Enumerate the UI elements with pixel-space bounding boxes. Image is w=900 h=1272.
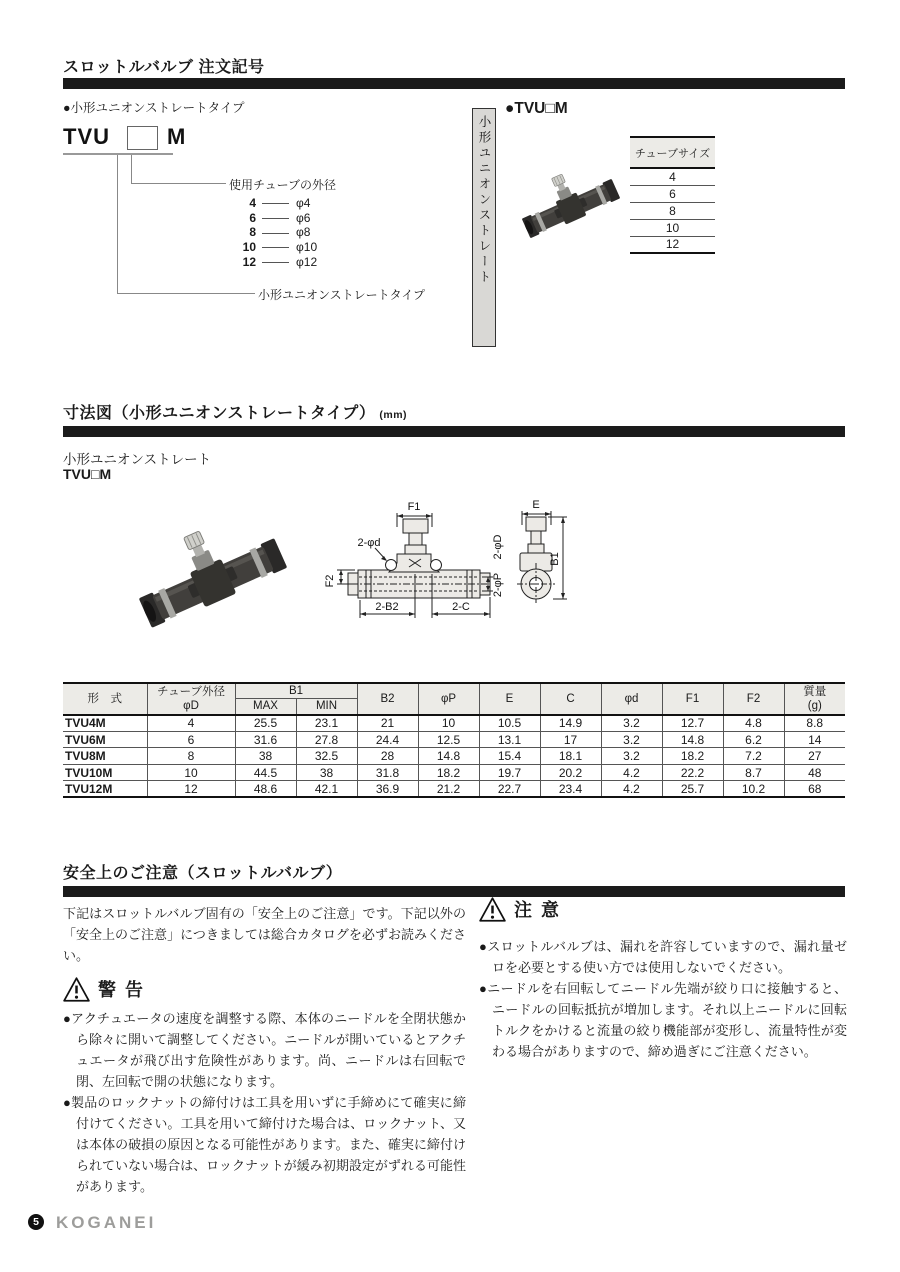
cell: 31.8 — [357, 764, 418, 781]
warning-list — [63, 1008, 466, 1197]
option-code: 10 — [242, 240, 256, 255]
option-value: φ8 — [296, 225, 311, 240]
table-header-row — [63, 683, 845, 699]
cell-model: TVU8M — [63, 748, 147, 765]
connector-line — [117, 155, 118, 293]
model-code-suffix: M — [167, 124, 187, 149]
option-value: φ12 — [296, 254, 318, 269]
tube-od-options — [228, 196, 317, 269]
model-code-underline — [63, 153, 173, 155]
cell: 10.5 — [479, 715, 540, 732]
section-rule — [63, 78, 845, 89]
header-tube-od-line2: φD — [183, 699, 199, 712]
table-row — [630, 236, 715, 253]
cell: 15.4 — [479, 748, 540, 765]
cell: 28 — [357, 748, 418, 765]
side-tab-label: 小形ユニオンストレート — [477, 115, 491, 286]
warning-item: ●アクチュエータの速度を調整する際、本体のニードルを全閉状態から除々に開いて調整してください。ニードルが開いているとアクチュエータが飛び出す危険性があります。尚、ニードルは右回転で閉、左回転で開の状態になります。 — [63, 1011, 466, 1090]
tube-size-cell: 6 — [630, 185, 715, 202]
cell: 4 — [147, 715, 235, 732]
cell: 4.8 — [723, 715, 784, 732]
cell: 18.2 — [418, 764, 479, 781]
dim-label-e: E — [532, 499, 540, 511]
cell: 19.7 — [479, 764, 540, 781]
cell: 32.5 — [296, 748, 357, 765]
cell: 23.4 — [540, 781, 601, 798]
cell: 3.2 — [601, 731, 662, 748]
order-subtitle: ●小形ユニオンストレートタイプ — [63, 101, 245, 115]
cell: 12.7 — [662, 715, 723, 732]
table-row — [63, 731, 845, 748]
connector-line — [131, 155, 132, 183]
connector-line — [131, 183, 226, 184]
cell: 38 — [235, 748, 296, 765]
cell: 18.2 — [662, 748, 723, 765]
cell-model: TVU12M — [63, 781, 147, 798]
option-dash — [262, 233, 289, 234]
cell: 14.8 — [662, 731, 723, 748]
cell: 23.1 — [296, 715, 357, 732]
header-model: 形 式 — [63, 683, 147, 715]
table-row — [630, 219, 715, 236]
option-value: φ10 — [296, 240, 318, 255]
cell: 22.7 — [479, 781, 540, 798]
tube-size-cell: 4 — [630, 168, 715, 185]
cell: 10 — [418, 715, 479, 732]
tube-od-option — [228, 255, 317, 270]
product-photo — [508, 168, 634, 249]
table-row — [630, 185, 715, 202]
cell: 25.7 — [662, 781, 723, 798]
header-mass — [784, 683, 845, 715]
dim-label-2-b2: 2-B2 — [375, 601, 399, 613]
dimensions-unit: (mm) — [379, 409, 408, 421]
option-code: 4 — [249, 196, 256, 210]
dim-label-f1: F1 — [407, 501, 421, 513]
tube-od-option — [228, 196, 317, 211]
tube-size-cell: 8 — [630, 202, 715, 219]
tube-size-header: チューブサイズ — [630, 137, 715, 168]
order-section-title: スロットルバルブ 注文記号 — [63, 59, 265, 76]
option-dash — [262, 203, 289, 204]
cell: 44.5 — [235, 764, 296, 781]
cell: 25.5 — [235, 715, 296, 732]
option-code: 6 — [249, 210, 256, 225]
dimensions-title-text: 寸法図（小形ユニオンストレートタイプ） — [63, 405, 376, 422]
tube-od-label: 使用チューブの外径 — [229, 178, 337, 192]
tube-od-option — [228, 225, 317, 240]
connector-line — [117, 293, 255, 294]
cell: 14 — [784, 731, 845, 748]
tube-size-cell: 12 — [630, 236, 715, 253]
cell: 21.2 — [418, 781, 479, 798]
safety-intro: 下記はスロットルバルブ固有の「安全上のご注意」です。下記以外の「安全上のご注意」につきましては総合カタログを必ずお読みください。 — [63, 906, 466, 963]
dim-label-f2: F2 — [324, 574, 336, 588]
cell-model: TVU6M — [63, 731, 147, 748]
table-header-row — [630, 137, 715, 168]
option-dash — [262, 262, 289, 263]
cell: 7.2 — [723, 748, 784, 765]
cell: 4.2 — [601, 764, 662, 781]
cell: 21 — [357, 715, 418, 732]
safety-section-title: 安全上のご注意（スロットルバルブ） — [63, 865, 343, 882]
cell: 10 — [147, 764, 235, 781]
cell: 8.7 — [723, 764, 784, 781]
tube-size-table — [630, 136, 715, 254]
header-b1: B1 — [235, 683, 357, 699]
header-b1-min: MIN — [296, 699, 357, 715]
header-b1-max: MAX — [235, 699, 296, 715]
table-row — [63, 748, 845, 765]
side-tab — [472, 108, 496, 347]
cell: 31.6 — [235, 731, 296, 748]
header-tube-od-line1: チューブ外径 — [156, 685, 226, 698]
model-label: TVU□M — [63, 466, 112, 482]
dimension-drawing — [325, 497, 665, 647]
cell: 6 — [147, 731, 235, 748]
cell: 3.2 — [601, 748, 662, 765]
header-e: E — [479, 683, 540, 715]
cell: 18.1 — [540, 748, 601, 765]
header-phi-p: φP — [418, 683, 479, 715]
cell: 14.8 — [418, 748, 479, 765]
cell: 10.2 — [723, 781, 784, 798]
table-row — [63, 764, 845, 781]
caution-item: ●スロットルバルブは、漏れを許容していますので、漏れ量ゼロを必要とする使い方では使用しないでください。 — [479, 939, 847, 976]
warning-heading — [63, 976, 145, 1002]
option-code: 8 — [249, 225, 256, 240]
caution-heading-label: 注 意 — [514, 900, 562, 920]
cell-model: TVU4M — [63, 715, 147, 732]
cell: 27.8 — [296, 731, 357, 748]
cell-model: TVU10M — [63, 764, 147, 781]
caution-icon — [479, 897, 506, 922]
dim-label-2-c: 2-C — [452, 601, 470, 613]
option-value: φ6 — [296, 210, 311, 225]
table-row — [63, 715, 845, 732]
header-c: C — [540, 683, 601, 715]
table-row — [630, 202, 715, 219]
cell: 42.1 — [296, 781, 357, 798]
cell: 27 — [784, 748, 845, 765]
caution-item: ●ニードルを右回転してニードル先端が絞り口に接触すると、ニードルの回転抵抗が増加します。それ以上ニードルに回転トルクをかけると流量の絞り機能部が変形し、流量特性が変わる場合がありますので、締め過ぎにご注意ください。 — [479, 981, 847, 1060]
warning-item: ●製品のロックナットの締付けは工具を用いずに手締めにて確実に締付けてください。工具を用いて締付けた場合は、ロックナット、又は本体の破損の原因となる可能性があります。また、確実に締付けられていない場合は、ロックナットが緩み初期設定がずれる可能性があります。 — [63, 1095, 466, 1195]
cell: 8.8 — [784, 715, 845, 732]
table-row — [630, 168, 715, 185]
product-heading: ●TVU□M — [505, 100, 568, 117]
tube-size-cell: 10 — [630, 219, 715, 236]
tube-od-option — [228, 211, 317, 226]
cell: 20.2 — [540, 764, 601, 781]
option-dash — [262, 247, 289, 248]
cell: 4.2 — [601, 781, 662, 798]
cell: 24.4 — [357, 731, 418, 748]
brand-logo: KOGANEI — [56, 1213, 157, 1232]
cell: 22.2 — [662, 764, 723, 781]
cell: 3.2 — [601, 715, 662, 732]
section-rule — [63, 426, 845, 437]
option-code: 12 — [242, 254, 256, 269]
cell: 48.6 — [235, 781, 296, 798]
dimensions-section-title — [63, 400, 407, 423]
warning-icon — [63, 977, 90, 1002]
option-value: φ4 — [296, 196, 311, 210]
cell: 38 — [296, 764, 357, 781]
caution-list — [479, 936, 847, 1062]
cell: 8 — [147, 748, 235, 765]
header-b2: B2 — [357, 683, 418, 715]
cell: 17 — [540, 731, 601, 748]
header-mass-line1: 質量 — [803, 685, 827, 698]
header-f1: F1 — [662, 683, 723, 715]
cell: 12.5 — [418, 731, 479, 748]
warning-heading-label: 警 告 — [98, 980, 146, 1000]
series-label: 小形ユニオンストレート — [63, 452, 212, 467]
dim-label-b1: B1 — [549, 552, 561, 566]
cell: 13.1 — [479, 731, 540, 748]
header-tube-od — [147, 683, 235, 715]
dimension-table — [63, 682, 845, 798]
cell: 68 — [784, 781, 845, 798]
cell: 36.9 — [357, 781, 418, 798]
model-code-prefix: TVU — [63, 124, 110, 149]
tube-od-option — [228, 240, 317, 255]
caution-heading — [479, 896, 561, 922]
header-f2: F2 — [723, 683, 784, 715]
header-phi-d: φd — [601, 683, 662, 715]
option-dash — [262, 218, 289, 219]
section-rule — [63, 886, 845, 897]
dim-label-2-phi-p: 2-φP — [492, 572, 504, 598]
cell: 12 — [147, 781, 235, 798]
cell: 14.9 — [540, 715, 601, 732]
dim-label-2-phi-cap-d: 2-φD — [492, 534, 504, 560]
cell: 48 — [784, 764, 845, 781]
dim-label-2-phi-d: 2-φd — [357, 537, 381, 549]
type-label: 小形ユニオンストレートタイプ — [258, 288, 426, 302]
page-number-badge: 5 — [28, 1214, 44, 1230]
model-code-box — [127, 126, 158, 150]
table-row — [63, 781, 845, 798]
header-mass-line2: (g) — [807, 699, 822, 712]
cell: 6.2 — [723, 731, 784, 748]
product-photo — [118, 522, 308, 644]
